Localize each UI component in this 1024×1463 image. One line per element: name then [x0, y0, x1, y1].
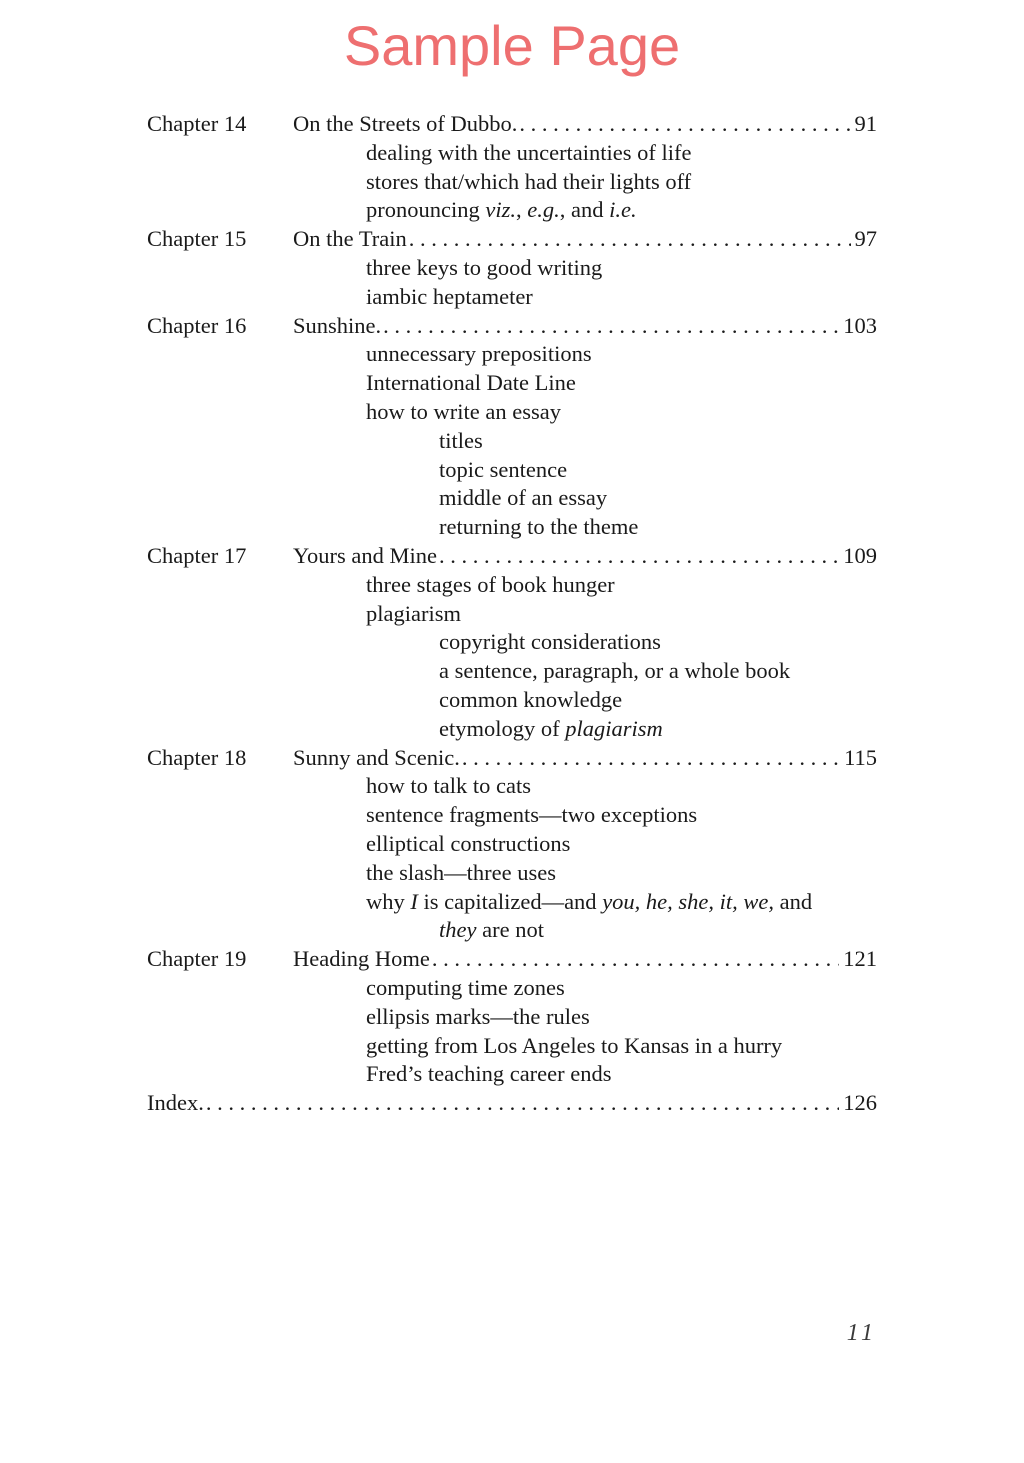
italic-text: e.g.: [527, 197, 560, 223]
chapter-label: Chapter 18: [147, 744, 247, 770]
dot-leader: [437, 542, 839, 571]
chapter-entry[interactable]: [293, 744, 877, 773]
topic-text: etymology of: [439, 715, 566, 741]
chapter-entry[interactable]: [293, 542, 877, 571]
topic-item: [366, 859, 556, 888]
topic-text: unnecessary prepositions: [366, 341, 592, 367]
chapter-title: Heading Home: [293, 946, 430, 972]
topic-row: [147, 513, 877, 542]
topic-item: [366, 571, 615, 600]
topic-item: [366, 283, 533, 312]
topic-row: [147, 427, 877, 456]
topic-item: [366, 600, 461, 629]
topic-text: topic sentence: [439, 456, 568, 482]
chapter-row[interactable]: [147, 225, 877, 254]
chapter-page-number: 109: [843, 542, 877, 568]
chapter-label: Chapter 19: [147, 946, 247, 972]
topic-text: copyright considerations: [439, 629, 661, 655]
topic-text: titles: [439, 427, 483, 453]
chapter-row[interactable]: [147, 744, 877, 773]
chapter-label: Chapter 16: [147, 312, 247, 338]
subtopic-item: [439, 456, 567, 485]
topic-text: middle of an essay: [439, 485, 608, 511]
chapter-page-number: 121: [843, 946, 877, 972]
topic-text: a sentence, paragraph, or a whole book: [439, 658, 791, 684]
topic-item: [366, 1032, 782, 1061]
topic-row: [147, 888, 877, 917]
dot-leader: [460, 744, 840, 773]
italic-text: you, he, she, it, we,: [602, 888, 775, 914]
topic-text: is capitalized—and: [417, 888, 603, 914]
topic-row: [147, 571, 877, 600]
topic-text: elliptical constructions: [366, 830, 571, 856]
topic-text: , and: [559, 197, 610, 223]
topic-item: [366, 1003, 590, 1032]
topic-text: dealing with the uncertainties of life: [366, 139, 692, 165]
topic-text: ,: [515, 197, 528, 223]
topic-row: [147, 600, 877, 629]
italic-text: I: [410, 888, 418, 914]
page-number: 11: [846, 1320, 877, 1346]
dot-leader: [430, 945, 839, 974]
topic-text: Fred’s teaching career ends: [366, 1061, 612, 1087]
chapter-label: Chapter 15: [147, 226, 247, 252]
subtopic-item: [439, 916, 544, 945]
dot-leader: [204, 1089, 839, 1118]
italic-text: viz.: [485, 197, 516, 223]
topic-row: [147, 859, 877, 888]
topic-text: three stages of book hunger: [366, 571, 615, 597]
topic-text: stores that/which had their lights off: [366, 168, 692, 194]
topic-row: [147, 715, 877, 744]
subtopic-item: [439, 513, 638, 542]
topic-item: [366, 168, 691, 197]
topic-item: [366, 369, 576, 398]
chapter-row[interactable]: [147, 110, 877, 139]
topic-item: [366, 801, 697, 830]
topic-row: [147, 340, 877, 369]
topic-item: [366, 398, 561, 427]
topic-item: [366, 888, 812, 917]
subtopic-item: [439, 427, 483, 456]
topic-text: sentence fragments—two exceptions: [366, 802, 698, 828]
chapter-title: Sunshine.: [293, 312, 382, 338]
topic-row: [147, 283, 877, 312]
topic-text: are not: [476, 917, 544, 943]
topic-item: [366, 974, 565, 1003]
chapter-entry[interactable]: [293, 110, 877, 139]
topic-row: [147, 686, 877, 715]
chapter-label: Chapter 17: [147, 542, 247, 568]
topic-row: [147, 456, 877, 485]
topic-item: [366, 196, 637, 225]
topic-row: [147, 1003, 877, 1032]
topic-text: common knowledge: [439, 686, 623, 712]
italic-text: plagiarism: [565, 715, 663, 741]
topic-row: [147, 398, 877, 427]
chapter-label: Chapter 14: [147, 111, 247, 136]
topic-row: [147, 974, 877, 1003]
index-row[interactable]: [147, 1089, 877, 1118]
sample-page-watermark: Sample Page: [343, 14, 681, 77]
topic-row: [147, 772, 877, 801]
topic-text: returning to the theme: [439, 514, 639, 540]
topic-item: [366, 139, 692, 168]
index-title: Index.: [147, 1090, 204, 1116]
topic-row: [147, 369, 877, 398]
topic-text: International Date Line: [366, 370, 576, 396]
chapter-title: On the Streets of Dubbo.: [293, 111, 518, 136]
chapter-row[interactable]: [147, 945, 877, 974]
topic-item: [366, 772, 531, 801]
subtopic-item: [439, 628, 661, 657]
topic-row: [147, 916, 877, 945]
chapter-title: Yours and Mine: [293, 542, 437, 568]
chapter-title: Sunny and Scenic.: [293, 744, 460, 770]
chapter-entry[interactable]: [293, 945, 877, 974]
topic-item: [366, 830, 570, 859]
topic-row: [147, 1060, 877, 1089]
table-of-contents: [147, 110, 877, 1118]
dot-leader: [407, 225, 851, 254]
topic-text: the slash—three uses: [366, 859, 556, 885]
topic-text: ellipsis marks—the rules: [366, 1003, 590, 1029]
chapter-page-number: 115: [844, 744, 877, 770]
chapter-entry[interactable]: [293, 312, 877, 341]
subtopic-item: [439, 715, 663, 744]
topic-text: getting from Los Angeles to Kansas in a hurry: [366, 1032, 783, 1058]
chapter-row[interactable]: [147, 542, 877, 571]
chapter-title: On the Train: [293, 226, 407, 252]
topic-text: pronouncing: [366, 197, 486, 223]
chapter-page-number: 91: [854, 111, 877, 136]
index-entry[interactable]: [147, 1089, 877, 1118]
dot-leader: [517, 110, 850, 139]
topic-text: how to talk to cats: [366, 773, 531, 799]
chapter-entry[interactable]: [293, 225, 877, 254]
topic-text: computing time zones: [366, 974, 565, 1000]
topic-text: plagiarism: [366, 600, 461, 626]
italic-text: they: [439, 917, 477, 943]
subtopic-item: [439, 657, 790, 686]
subtopic-item: [439, 686, 622, 715]
topic-row: [147, 139, 877, 168]
topic-row: [147, 801, 877, 830]
topic-row: [147, 830, 877, 859]
topic-text: and: [774, 888, 813, 914]
topic-text: iambic heptameter: [366, 283, 533, 309]
topic-row: [147, 628, 877, 657]
chapter-row[interactable]: [147, 312, 877, 341]
topic-row: [147, 196, 877, 225]
italic-text: i.e.: [609, 197, 637, 223]
subtopic-item: [439, 484, 607, 513]
chapter-page-number: 97: [854, 226, 877, 252]
topic-text: how to write an essay: [366, 398, 561, 424]
topic-row: [147, 254, 877, 283]
topic-row: [147, 1032, 877, 1061]
index-page-number: 126: [843, 1090, 877, 1116]
topic-row: [147, 168, 877, 197]
topic-row: [147, 484, 877, 513]
topic-item: [366, 254, 602, 283]
topic-text: why: [366, 888, 411, 914]
topic-item: [366, 340, 592, 369]
topic-row: [147, 657, 877, 686]
topic-text: three keys to good writing: [366, 254, 603, 280]
chapter-page-number: 103: [843, 312, 877, 338]
dot-leader: [381, 312, 839, 341]
topic-item: [366, 1060, 612, 1089]
